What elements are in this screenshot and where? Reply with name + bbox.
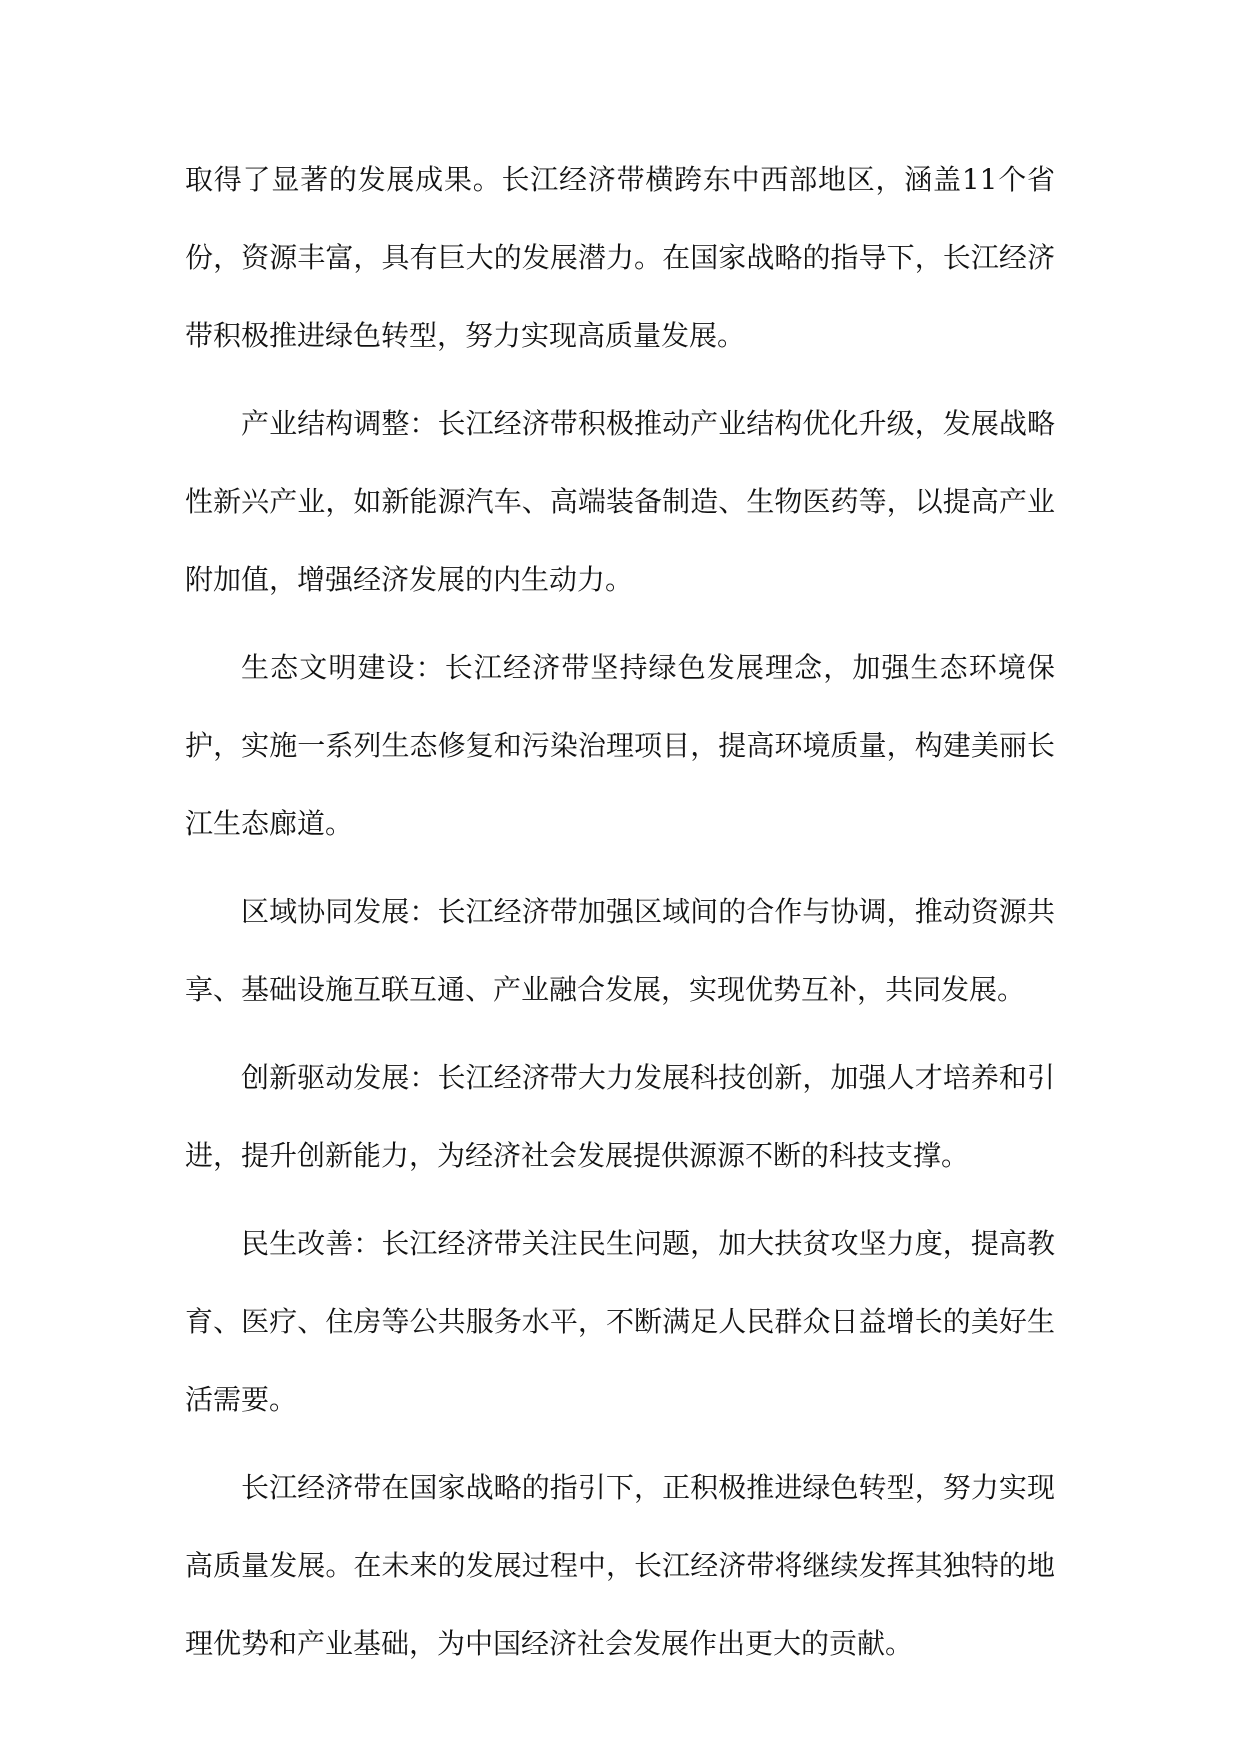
paragraph-livelihood: 民生改善：长江经济带关注民生问题，加大扶贫攻坚力度，提高教育、医疗、住房等公共服务水平，不断满足人民群众日益增长的美好生活需要。: [185, 1227, 1055, 1416]
paragraph-conclusion: 长江经济带在国家战略的指引下，正积极推进绿色转型，努力实现高质量发展。在未来的发展过程中，长江经济带将继续发挥其独特的地理优势和产业基础，为中国经济社会发展作出更大的贡献。: [185, 1471, 1055, 1660]
paragraph-regional-coordination: 区域协同发展：长江经济带加强区域间的合作与协调，推动资源共享、基础设施互联互通、产业融合发展，实现优势互补，共同发展。: [185, 895, 1055, 1006]
paragraph-innovation-driven: 创新驱动发展：长江经济带大力发展科技创新，加强人才培养和引进，提升创新能力，为经济社会发展提供源源不断的科技支撑。: [185, 1061, 1055, 1172]
paragraph-ecological-civilization: 生态文明建设：长江经济带坚持绿色发展理念，加强生态环境保护，实施一系列生态修复和污染治理项目，提高环境质量，构建美丽长江生态廊道。: [185, 651, 1055, 840]
document-body: [185, 141, 1055, 1693]
paragraph-continuation: 取得了显著的发展成果。长江经济带横跨东中西部地区，涵盖11个省份，资源丰富，具有巨大的发展潜力。在国家战略的指导下，长江经济带积极推进绿色转型，努力实现高质量发展。: [185, 163, 1055, 352]
paragraph-industrial-structure: 产业结构调整：长江经济带积极推动产业结构优化升级，发展战略性新兴产业，如新能源汽车、高端装备制造、生物医药等，以提高产业附加值，增强经济发展的内生动力。: [185, 407, 1055, 596]
